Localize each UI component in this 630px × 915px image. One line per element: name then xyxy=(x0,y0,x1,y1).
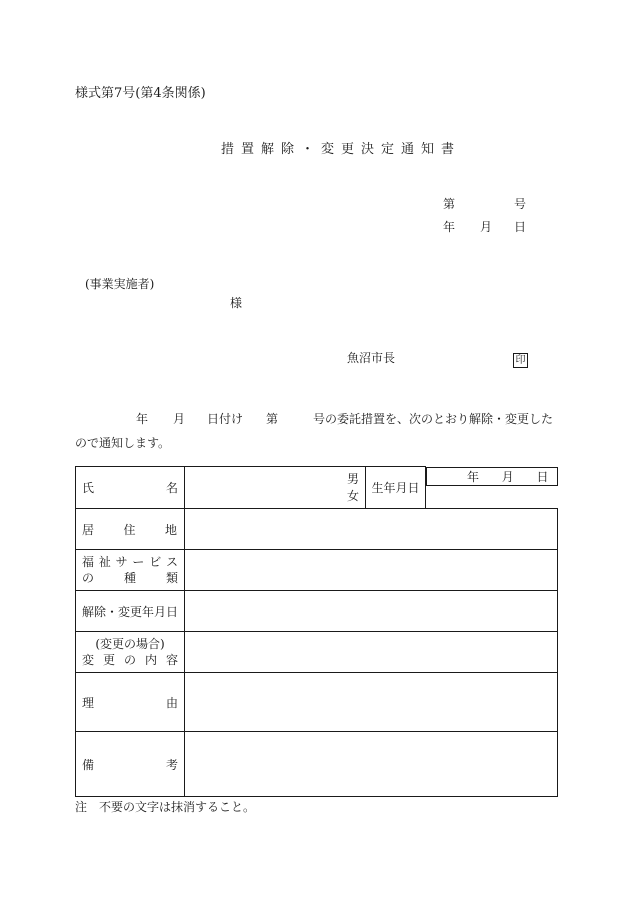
label-service-1-1: 福 xyxy=(82,555,95,569)
label-remarks-2: 考 xyxy=(165,757,178,772)
body-dai: 第 xyxy=(266,412,279,426)
recipient-honorific: 様 xyxy=(230,296,243,310)
label-name-a: 氏 xyxy=(82,481,95,495)
label-change-date xyxy=(76,591,185,632)
body-month: 月 xyxy=(173,412,186,426)
label-change-content-4: 内 xyxy=(144,653,157,667)
label-change-content xyxy=(76,632,185,673)
row-change-date xyxy=(76,591,558,632)
label-address-3: 地 xyxy=(164,522,177,537)
label-remarks-1: 備 xyxy=(82,757,95,772)
body-text: 号の委託措置を、次のとおり解除・変更した xyxy=(313,412,554,426)
label-change-date-text: 解除・変更年月日 xyxy=(82,604,179,619)
seal-text: 印 xyxy=(513,353,528,368)
ref-dai: 第 xyxy=(443,197,456,211)
sex-male: 男 xyxy=(346,471,359,486)
label-dob-text: 生年月日 xyxy=(371,481,420,495)
label-address-1: 居 xyxy=(82,522,95,537)
dob-month: 月 xyxy=(501,469,514,484)
address-value-cell[interactable] xyxy=(185,509,558,550)
date-month: 月 xyxy=(480,220,493,234)
row-change-content xyxy=(76,632,558,673)
label-name-b: 名 xyxy=(165,481,178,495)
remarks-value-cell[interactable] xyxy=(185,732,558,797)
body-year: 年 xyxy=(136,412,149,426)
label-service-2-2: 種 xyxy=(123,571,136,585)
label-service-1-3: サ xyxy=(115,555,128,569)
label-change-content-2: 更 xyxy=(102,653,115,667)
document-title: 措置解除・変更決定通知書 xyxy=(221,142,462,157)
reason-value-cell[interactable] xyxy=(185,673,558,732)
row-service xyxy=(76,550,558,591)
label-service-1-2: 祉 xyxy=(98,555,111,569)
date-day: 日 xyxy=(514,220,527,234)
dob-day: 日 xyxy=(536,469,549,484)
seal-mark xyxy=(513,350,528,368)
label-reason xyxy=(76,673,185,732)
label-service-2-1: の xyxy=(82,571,95,585)
label-service-1-5: ビ xyxy=(149,555,162,569)
label-service-2-3: 類 xyxy=(165,571,178,585)
label-dob xyxy=(366,467,426,509)
name-value-cell[interactable] xyxy=(185,467,366,509)
label-change-content-1: 変 xyxy=(82,653,95,667)
body-dated: 日付け xyxy=(207,412,244,426)
row-reason xyxy=(76,673,558,732)
label-service-1-4: ー xyxy=(132,555,145,569)
label-remarks xyxy=(76,732,185,797)
ref-go: 号 xyxy=(514,197,527,211)
service-value-cell[interactable] xyxy=(185,550,558,591)
label-service-1-6: ス xyxy=(165,555,178,569)
label-address-2: 住 xyxy=(123,522,136,537)
change-date-value-cell[interactable] xyxy=(185,591,558,632)
label-address xyxy=(76,509,185,550)
label-change-content-5: 容 xyxy=(165,653,178,667)
label-reason-2: 由 xyxy=(165,695,178,710)
dob-value-cell[interactable] xyxy=(426,467,558,486)
change-content-value-cell[interactable] xyxy=(185,632,558,673)
body-text-line2: ので通知します。 xyxy=(75,436,171,450)
sex-female: 女 xyxy=(346,488,359,503)
row-name xyxy=(76,467,558,509)
label-service xyxy=(76,550,185,591)
label-change-case: (変更の場合) xyxy=(95,637,165,651)
label-reason-1: 理 xyxy=(82,695,95,710)
dob-year: 年 xyxy=(467,469,480,484)
issuer: 魚沼市長 xyxy=(347,351,396,365)
row-address xyxy=(76,509,558,550)
form-number: 様式第7号(第4条関係) xyxy=(75,86,206,101)
recipient-label: (事業実施者) xyxy=(85,277,155,291)
date-year: 年 xyxy=(443,220,456,234)
footnote: 注 不要の文字は抹消すること。 xyxy=(75,800,256,814)
label-change-content-3: の xyxy=(123,653,136,667)
label-name xyxy=(76,467,185,509)
row-remarks xyxy=(76,732,558,797)
notice-form-table xyxy=(75,466,558,797)
